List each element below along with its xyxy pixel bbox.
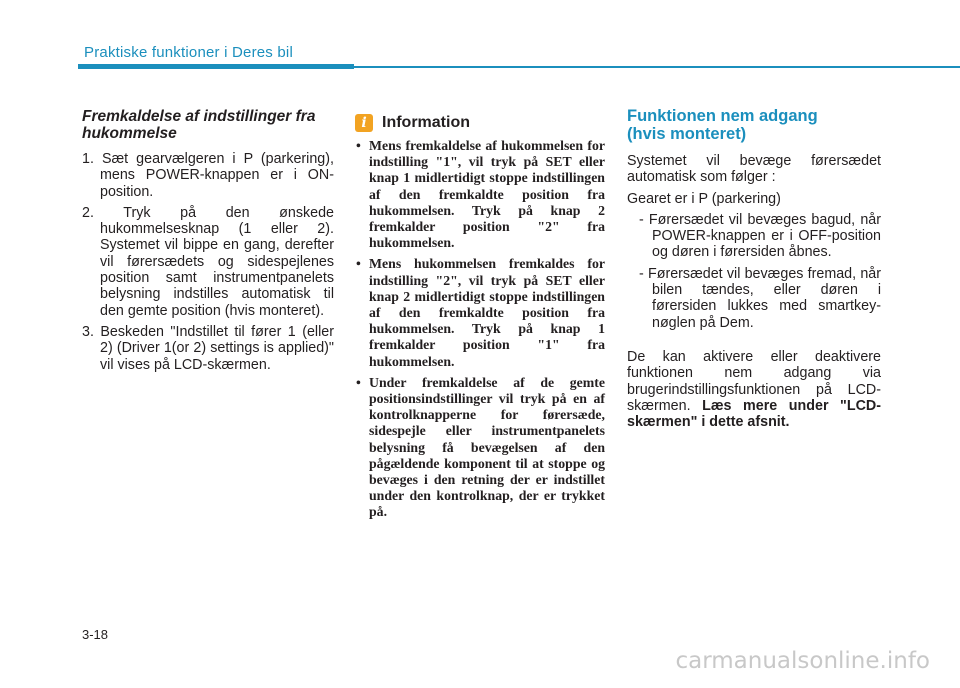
left-column bbox=[82, 108, 334, 378]
info-bullet: • Under fremkaldelse af de gemte positionsindstillinger vil tryk på en af kontrolknapperne for førersæde, sidespejle eller instrumentpanelets belysning få bevægelsen af den pågældende komponent til at stoppe og bevæges i den retning der er indstillet under den kontrolknap, der er trykket på. bbox=[355, 375, 605, 521]
section-title-easy-access bbox=[627, 108, 881, 143]
header-rule-thick bbox=[78, 64, 354, 69]
easy-access-intro: Systemet vil bevæge førersædet automatisk som følger : bbox=[627, 153, 881, 186]
watermark: carmanualsonline.info bbox=[675, 648, 930, 674]
info-title: Information bbox=[382, 114, 470, 131]
right-column bbox=[627, 108, 881, 435]
info-column bbox=[355, 108, 605, 526]
easy-access-gear: Gearet er i P (parkering) bbox=[627, 190, 781, 207]
recall-step: 3. Beskeden "Indstillet til fører 1 (eller 2) (Driver 1(or 2) settings is applied)" vil vises på LCD-skærmen. bbox=[82, 323, 334, 373]
easy-access-title-line2: (hvis monteret) bbox=[627, 124, 747, 143]
easy-access-item: - Førersædet vil bevæges bagud, når POWER-knappen er i OFF-position og døren i førersiden åbnes. bbox=[639, 211, 881, 261]
info-bullet: • Mens hukommelsen fremkaldes for indstilling "2", vil tryk på SET eller knap 2 midlertidigt stoppe indstillingen af den fremkaldte position fra hukommelsen. Tryk på knap 1 fremkalder position "1" fra hukommelsen. bbox=[355, 256, 605, 369]
easy-access-item: - Førersædet vil bevæges fremad, når bilen tændes, eller døren i førersiden lukkes med smartkey-nøglen på Dem. bbox=[639, 265, 881, 331]
closing-bold-reference: Læs mere under "LCD-skærmen" i dette afsnit. bbox=[627, 397, 881, 431]
page-number: 3-18 bbox=[82, 627, 109, 642]
easy-access-title-line1: Funktionen nem adgang bbox=[627, 107, 818, 125]
recall-step: 1. Sæt gearvælgeren i P (parkering), mens POWER-knappen er i ON-position. bbox=[82, 151, 334, 200]
section-title-memory-recall: Fremkaldelse af indstillinger fra hukommelse bbox=[82, 108, 316, 142]
info-bullet-list bbox=[355, 138, 605, 521]
info-icon: i bbox=[355, 114, 373, 132]
closing-text: De kan aktivere eller deaktivere funktionen nem adgang via brugerindstillingsfunktionen på LCD-skærmen. bbox=[627, 348, 881, 414]
recall-step: 2. Tryk på den ønskede hukommelsesknap (1 eller 2). Systemet vil bippe en gang, derefter vil førersædets og sidespejlenes position samt instrumentpanelets belysning indstilles automatisk til den gemte position (hvis monteret). bbox=[82, 204, 334, 319]
easy-access-items bbox=[639, 212, 881, 331]
info-bullet: • Mens fremkaldelse af hukommelsen for indstilling "1", vil tryk på SET eller knap 1 midlertidigt stoppe indstillingen af den fremkaldte position fra hukommelsen. Tryk på knap 2 fremkalder position "2" fra hukommelsen. bbox=[355, 138, 605, 251]
header-title: Praktiske funktioner i Deres bil bbox=[84, 44, 293, 61]
easy-access-closing bbox=[627, 349, 881, 430]
info-header bbox=[355, 114, 605, 132]
recall-steps-list bbox=[82, 151, 334, 373]
header-rule-thin bbox=[354, 66, 960, 68]
